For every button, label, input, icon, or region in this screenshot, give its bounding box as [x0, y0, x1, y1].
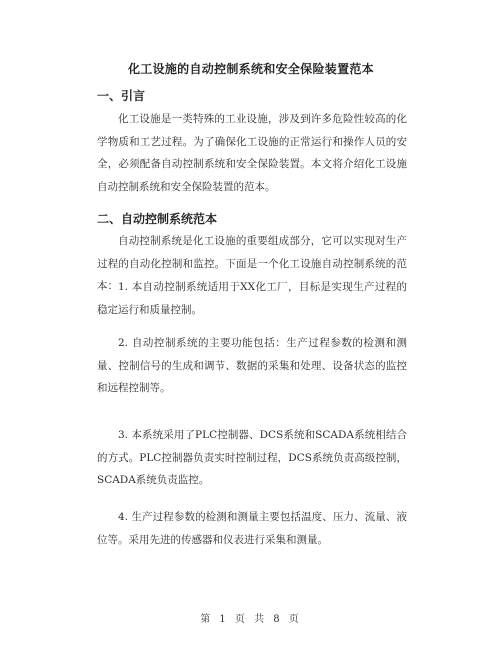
section-heading-auto-control: 二、自动控制系统范本: [97, 212, 218, 226]
document-title: 化工设施的自动控制系统和安全保险装置范本: [127, 62, 374, 76]
paragraph-item-3: 3. 本系统采用了PLC控制器、DCS系统和SCADA系统相结合的方式。PLC控制器负责实时控制过程，DCS系统负责高级控制，SCADA系统负责监控。: [97, 429, 407, 486]
paragraph-auto-control-intro: 自动控制系统是化工设施的重要组成部分，它可以实现对生产过程的自动化控制和监控。下面是一个化工设施自动控制系统的范本：: [97, 235, 407, 292]
paragraph-item-4: 4. 生产过程参数的检测和测量主要包括温度、压力、流量、液位等。采用先进的传感器和仪表进行采集和测量。: [97, 511, 407, 546]
paragraph-item-1: 1. 本自动控制系统适用于XX化工厂，目标是实现生产过程的稳定运行和质量控制。: [97, 281, 407, 316]
paragraph-item-2: 2. 自动控制系统的主要功能包括：生产过程参数的检测和测量、控制信号的生成和调节、数据的采集和处理、设备状态的监控和远程控制等。: [97, 337, 407, 394]
page-footer: 第 1 页 共 8 页: [200, 614, 302, 625]
paragraph-introduction: 化工设施是一类特殊的工业设施，涉及到许多危险性较高的化学物质和工艺过程。为了确保化工设施的正常运行和操作人员的安全，必须配备自动控制系统和安全保险装置。本文将介绍化工设施自动控制系统和安全保险装置的范本。: [97, 113, 407, 193]
section-heading-introduction: 一、引言: [97, 89, 146, 103]
